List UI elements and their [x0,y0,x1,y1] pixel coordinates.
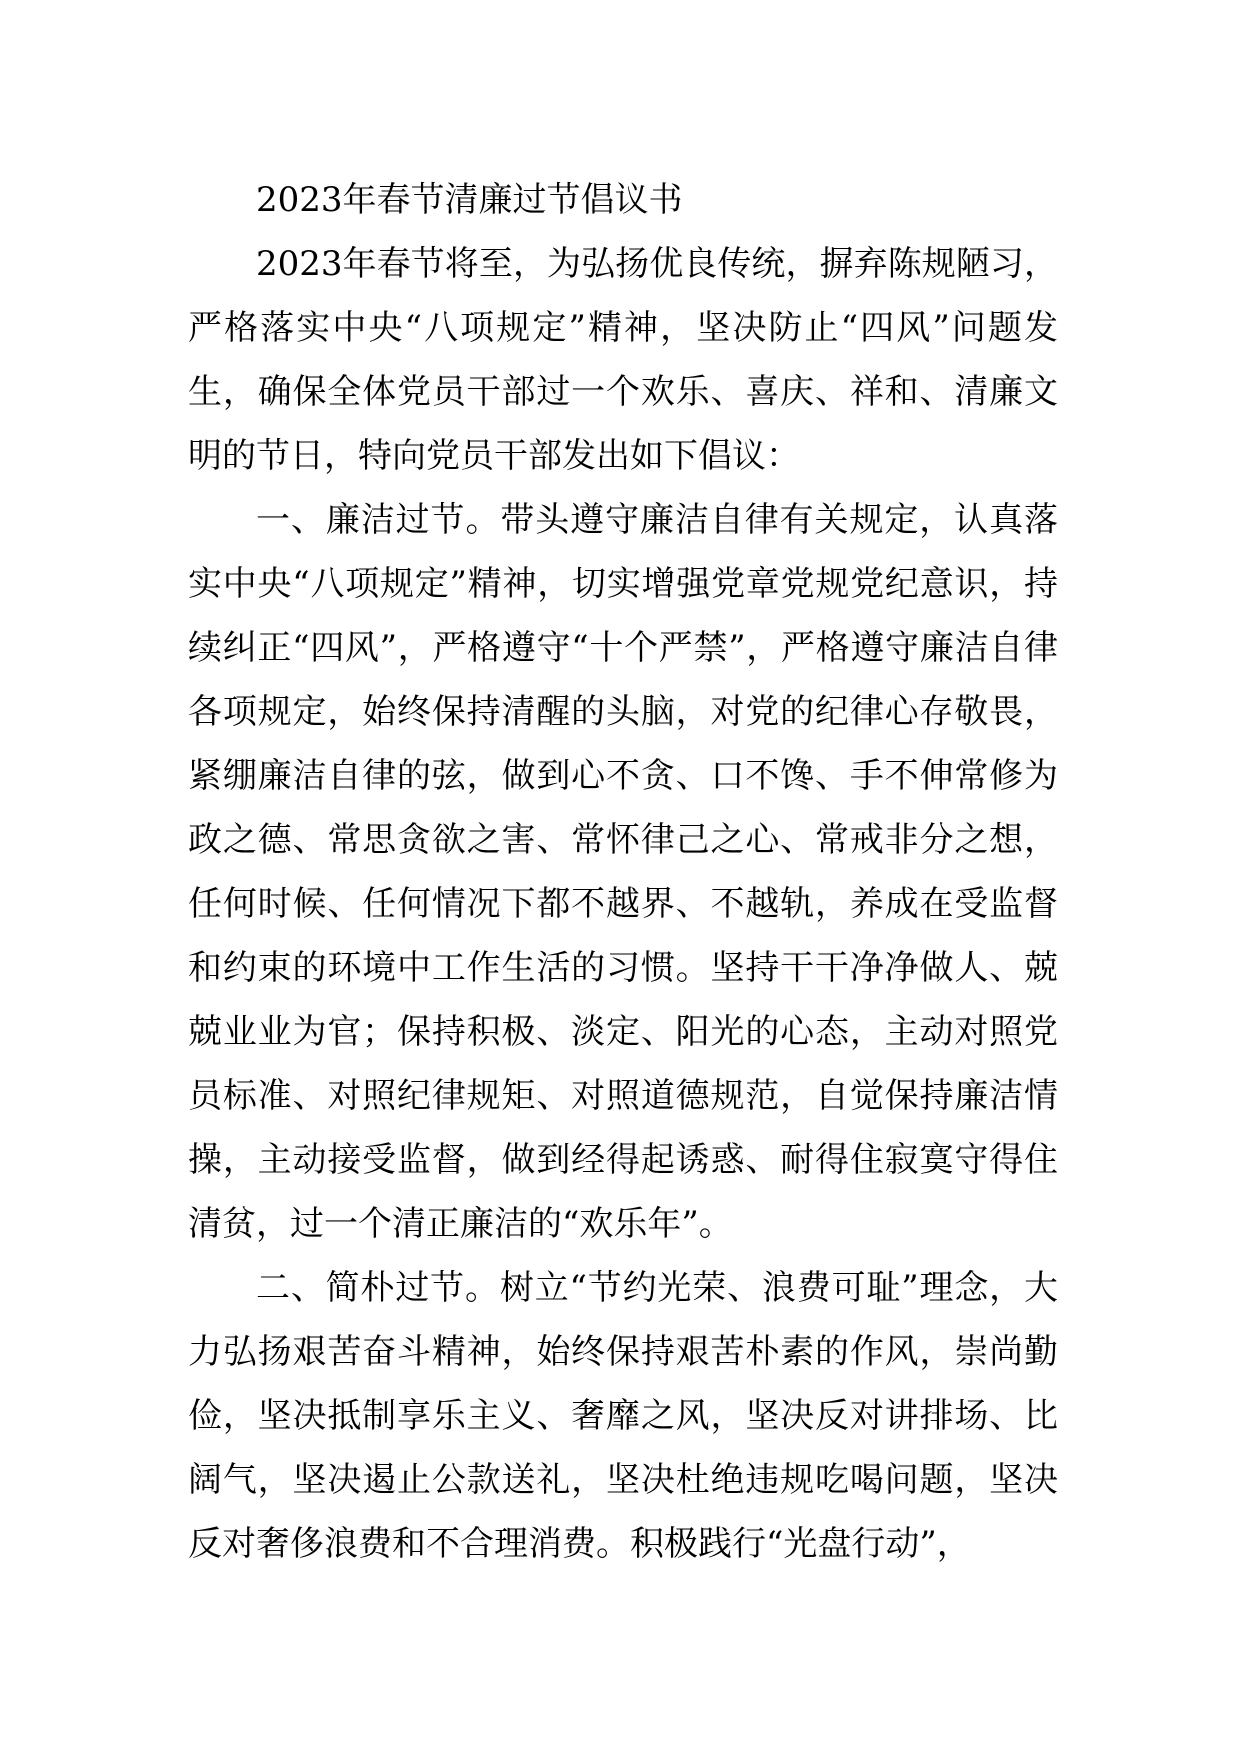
document-body [188,168,1058,1576]
paragraph-simple-festival: 二、简朴过节。树立“节约光荣、浪费可耻”理念，大力弘扬艰苦奋斗精神，始终保持艰苦朴素的作风，崇尚勤俭，坚决抵制享乐主义、奢靡之风，坚决反对讲排场、比阔气，坚决遏止公款送礼，坚决杜绝违规吃喝问题，坚决反对奢侈浪费和不合理消费。积极践行“光盘行动”， [188,1268,1058,1564]
paragraph-clean-festival: 一、廉洁过节。带头遵守廉洁自律有关规定，认真落实中央“八项规定”精神，切实增强党章党规党纪意识，持续纠正“四风”，严格遵守“十个严禁”，严格遵守廉洁自律各项规定，始终保持清醒的头脑，对党的纪律心存敬畏，紧绷廉洁自律的弦，做到心不贪、口不馋、手不伸常修为政之德、常思贪欲之害、常怀律己之心、常戒非分之想，任何时候、任何情况下都不越界、不越轨，养成在受监督和约束的环境中工作生活的习惯。坚持干干净净做人、兢兢业业为官；保持积极、淡定、阳光的心态，主动对照党员标准、对照纪律规矩、对照道德规范，自觉保持廉洁情操，主动接受监督，做到经得起诱惑、耐得住寂寞守得住清贫，过一个清正廉洁的“欢乐年”。 [188,500,1058,1244]
document-title: 2023年春节清廉过节倡议书 [256,180,683,220]
paragraph-intro: 2023年春节将至，为弘扬优良传统，摒弃陈规陋习，严格落实中央“八项规定”精神，坚决防止“四风”问题发生，确保全体党员干部过一个欢乐、喜庆、祥和、清廉文明的节日，特向党员干部发出如下倡议： [188,244,1058,476]
